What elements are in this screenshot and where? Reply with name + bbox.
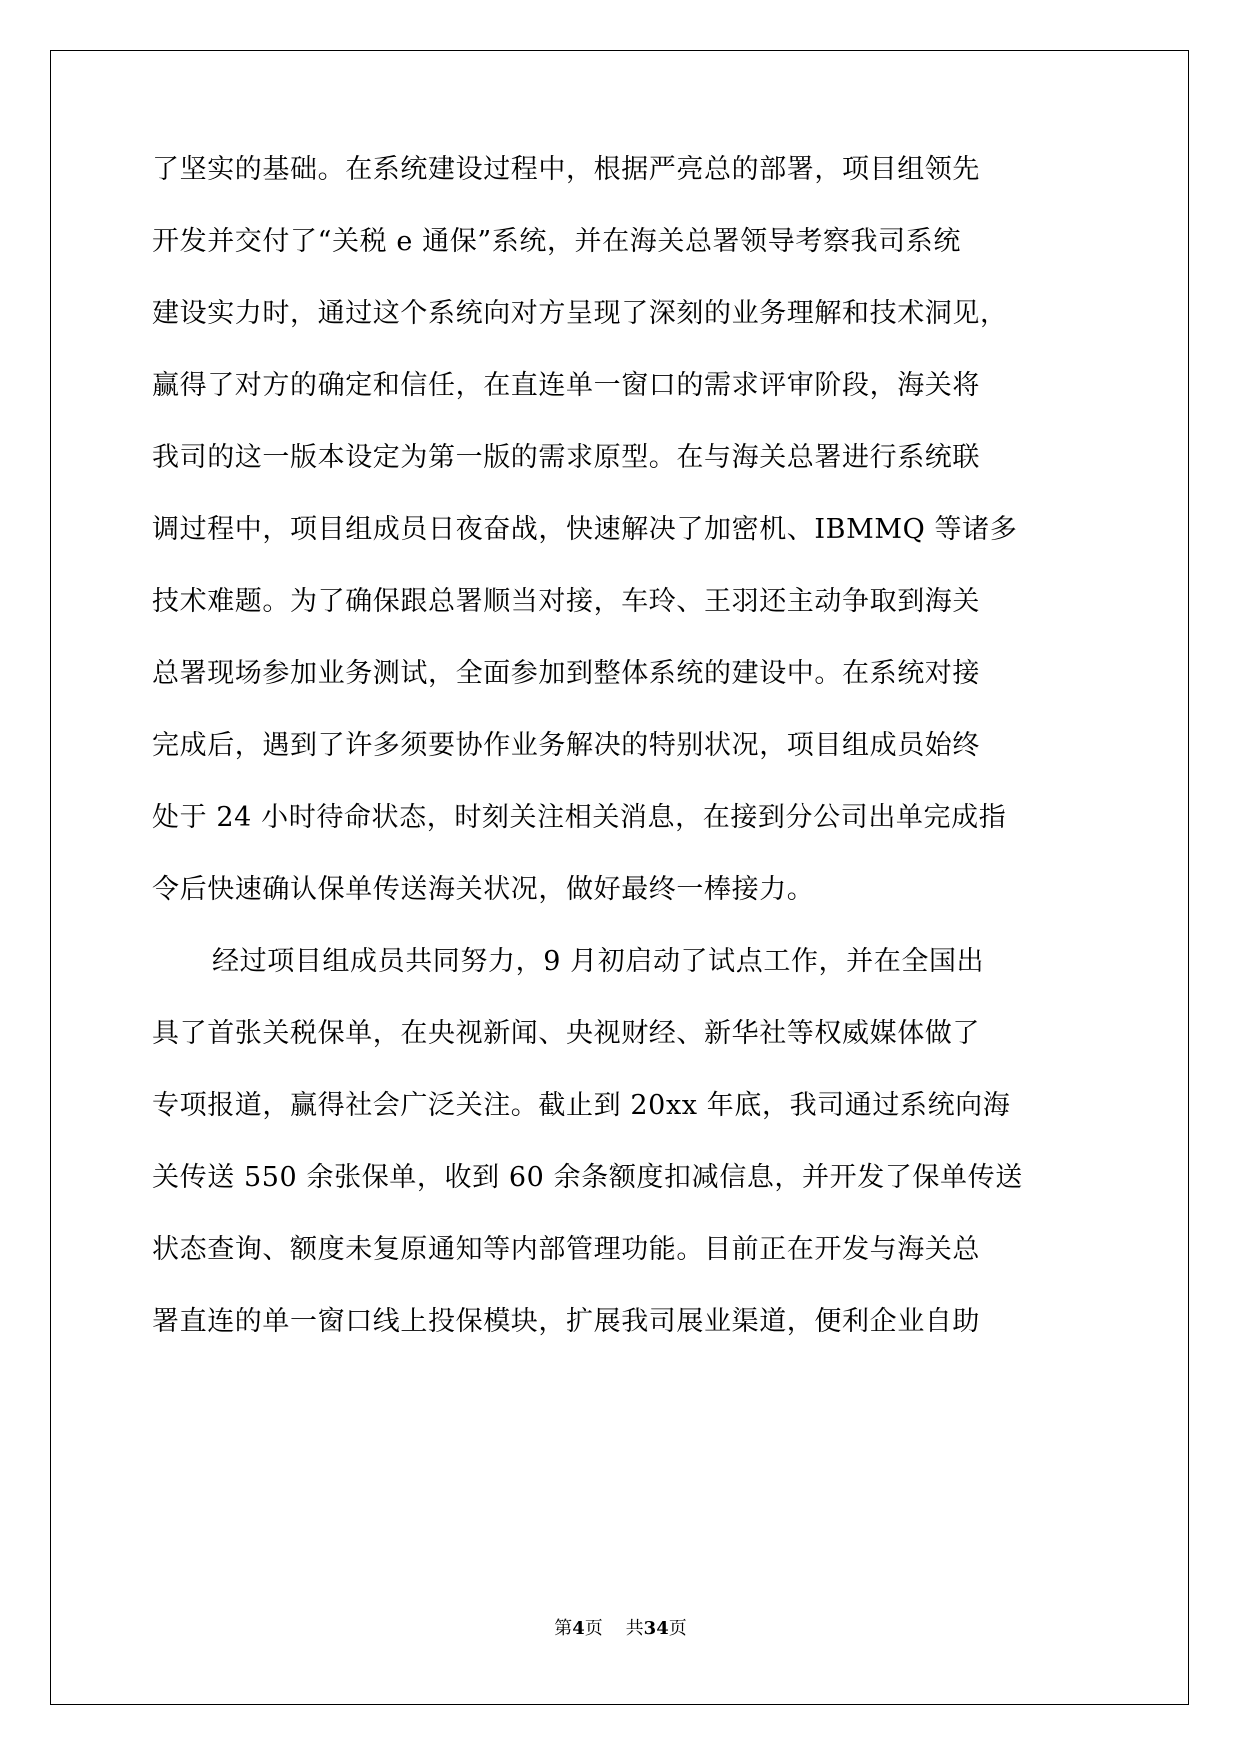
page-prefix: 第 bbox=[554, 1618, 573, 1639]
paragraph-line: 完成后，遇到了许多须要协作业务解决的特别状况，项目组成员始终 bbox=[152, 730, 980, 761]
paragraph-line: 建设实力时，通过这个系统向对方呈现了深刻的业务理解和技术洞见， bbox=[152, 298, 1008, 329]
paragraph-line: 署直连的单一窗口线上投保模块，扩展我司展业渠道，便利企业自助 bbox=[152, 1306, 980, 1337]
current-page-number: 4 bbox=[572, 1618, 585, 1639]
paragraph-line: 令后快速确认保单传送海关状况，做好最终一棒接力。 bbox=[152, 874, 815, 905]
paragraph-line: 调过程中，项目组成员日夜奋战，快速解决了加密机、IBMMQ 等诸多 bbox=[152, 514, 1018, 545]
paragraph-line: 赢得了对方的确定和信任，在直连单一窗口的需求评审阶段，海关将 bbox=[152, 370, 980, 401]
paragraph-line: 总署现场参加业务测试，全面参加到整体系统的建设中。在系统对接 bbox=[152, 658, 980, 689]
paragraph-line: 我司的这一版本设定为第一版的需求原型。在与海关总署进行系统联 bbox=[152, 442, 980, 473]
page-footer bbox=[0, 1617, 1241, 1641]
total-prefix: 共 bbox=[625, 1618, 644, 1639]
paragraph-line: 技术难题。为了确保跟总署顺当对接，车玲、王羽还主动争取到海关 bbox=[152, 586, 980, 617]
paragraph-line: 状态查询、额度未复原通知等内部管理功能。目前正在开发与海关总 bbox=[152, 1234, 980, 1265]
paragraph-line: 专项报道，赢得社会广泛关注。截止到 20xx 年底，我司通过系统向海 bbox=[152, 1090, 1011, 1121]
paragraph-first-line: 经过项目组成员共同努力，9 月初启动了试点工作，并在全国出 bbox=[212, 946, 985, 977]
page-suffix: 页 bbox=[584, 1618, 603, 1639]
paragraph-line: 具了首张关税保单，在央视新闻、央视财经、新华社等权威媒体做了 bbox=[152, 1018, 980, 1049]
paragraph-line: 开发并交付了“关税 e 通保”系统，并在海关总署领导考察我司系统 bbox=[152, 226, 961, 257]
paragraph-line: 关传送 550 余张保单，收到 60 余条额度扣减信息，并开发了保单传送 bbox=[152, 1162, 1023, 1193]
paragraph-line: 了坚实的基础。在系统建设过程中，根据严亮总的部署，项目组领先 bbox=[152, 154, 980, 185]
total-suffix: 页 bbox=[668, 1618, 687, 1639]
paragraph-line: 处于 24 小时待命状态，时刻关注相关消息，在接到分公司出单完成指 bbox=[152, 802, 1007, 833]
total-pages-number: 34 bbox=[643, 1618, 669, 1639]
